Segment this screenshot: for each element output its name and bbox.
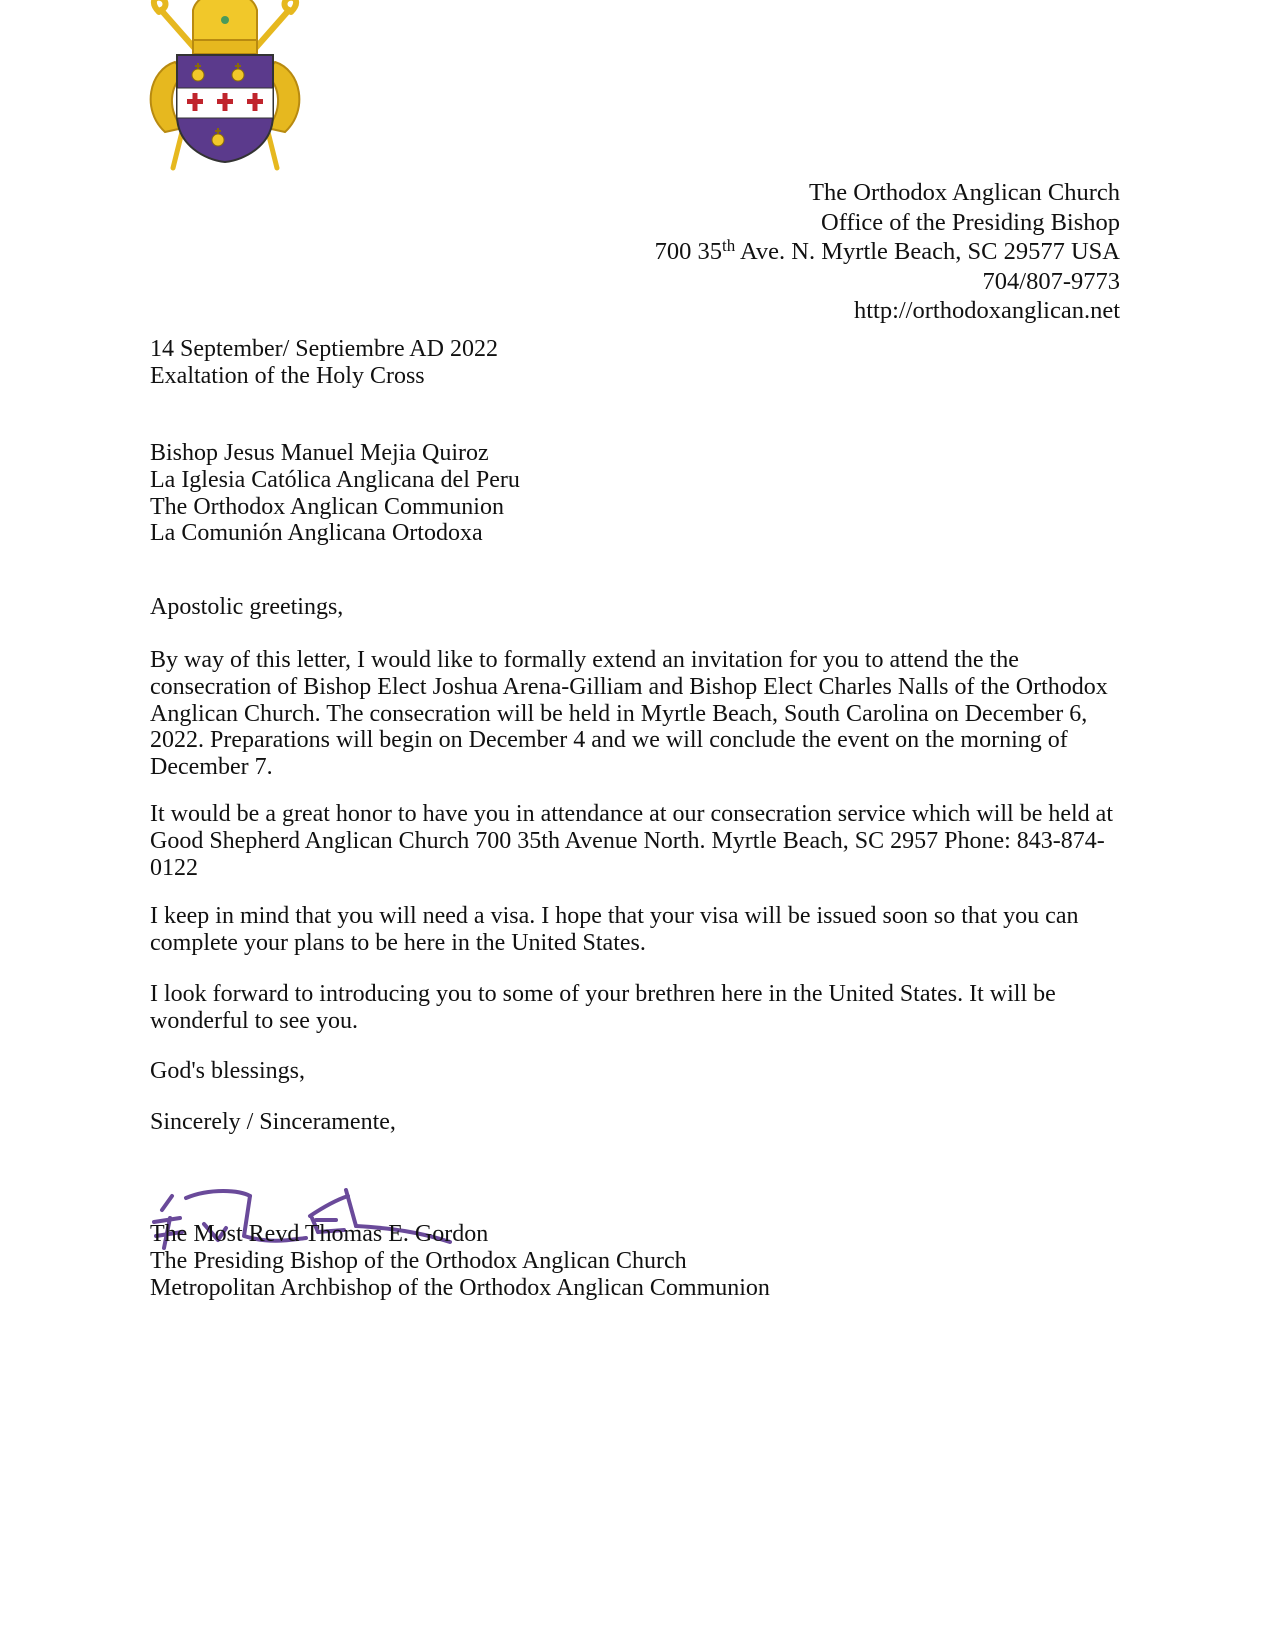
paragraph-closing-remark: I look forward to introducing you to some of your brethren here in the United States. It will be wonderful to see you. bbox=[150, 981, 1056, 1034]
signer-title-2: Metropolitan Archbishop of the Orthodox Anglican Communion bbox=[150, 1274, 770, 1301]
signer-block bbox=[150, 1221, 1130, 1301]
date-block bbox=[150, 336, 1130, 390]
blessing: God's blessings, bbox=[150, 1058, 306, 1084]
letterhead-address-block bbox=[655, 178, 1120, 326]
address-rest: Ave. N. Myrtle Beach, SC 29577 USA bbox=[735, 238, 1120, 265]
address-number: 700 35 bbox=[654, 238, 723, 265]
recipient-name: Bishop Jesus Manuel Mejia Quiroz bbox=[150, 440, 489, 466]
office-name: Office of the Presiding Bishop bbox=[821, 208, 1120, 236]
letter-date: 14 September/ Septiembre AD 2022 bbox=[150, 336, 498, 362]
recipient-block bbox=[150, 440, 1130, 547]
feast-day: Exaltation of the Holy Cross bbox=[150, 362, 425, 389]
street-address bbox=[655, 237, 1120, 267]
signer-title-1: The Presiding Bishop of the Orthodox Anglican Church bbox=[150, 1247, 687, 1274]
church-name: The Orthodox Anglican Church bbox=[809, 179, 1120, 206]
recipient-line-3: La Comunión Anglicana Ortodoxa bbox=[150, 520, 483, 547]
phone-number: 704/807-9773 bbox=[982, 267, 1120, 295]
paragraph-visa: I keep in mind that you will need a visa. I hope that your visa will be issued soon so that you can complete your plans to be here in the United States. bbox=[150, 903, 1079, 956]
salutation: Apostolic greetings, bbox=[150, 594, 344, 620]
recipient-line-2: The Orthodox Anglican Communion bbox=[150, 493, 504, 520]
signer-name: The Most Revd Thomas E. Gordon bbox=[150, 1221, 489, 1247]
recipient-line-1: La Iglesia Católica Anglicana del Peru bbox=[150, 466, 520, 493]
church-crest-logo bbox=[145, 0, 305, 175]
website-url: http://orthodoxanglican.net bbox=[853, 297, 1120, 324]
paragraph-invitation: By way of this letter, I would like to formally extend an invitation for you to attend the the consecration of Bishop Elect Joshua Arena-Gilliam and Bishop Elect Charles Nalls of the Orthodox Anglican Church. The consecration will be held in Myrtle Beach, South Carolina on December 6, 2022. Preparations will begin on December 4 and we will conclude the event on the morning of December 7. bbox=[150, 647, 1108, 781]
closing: Sincerely / Sinceramente, bbox=[150, 1109, 396, 1135]
address-suffix: th bbox=[722, 236, 736, 255]
paragraph-venue: It would be a great honor to have you in attendance at our consecration service which will be held at Good Shepherd Anglican Church 700 35th Avenue North. Myrtle Beach, SC 2957 Phone: 843-874-0122 bbox=[150, 801, 1113, 881]
